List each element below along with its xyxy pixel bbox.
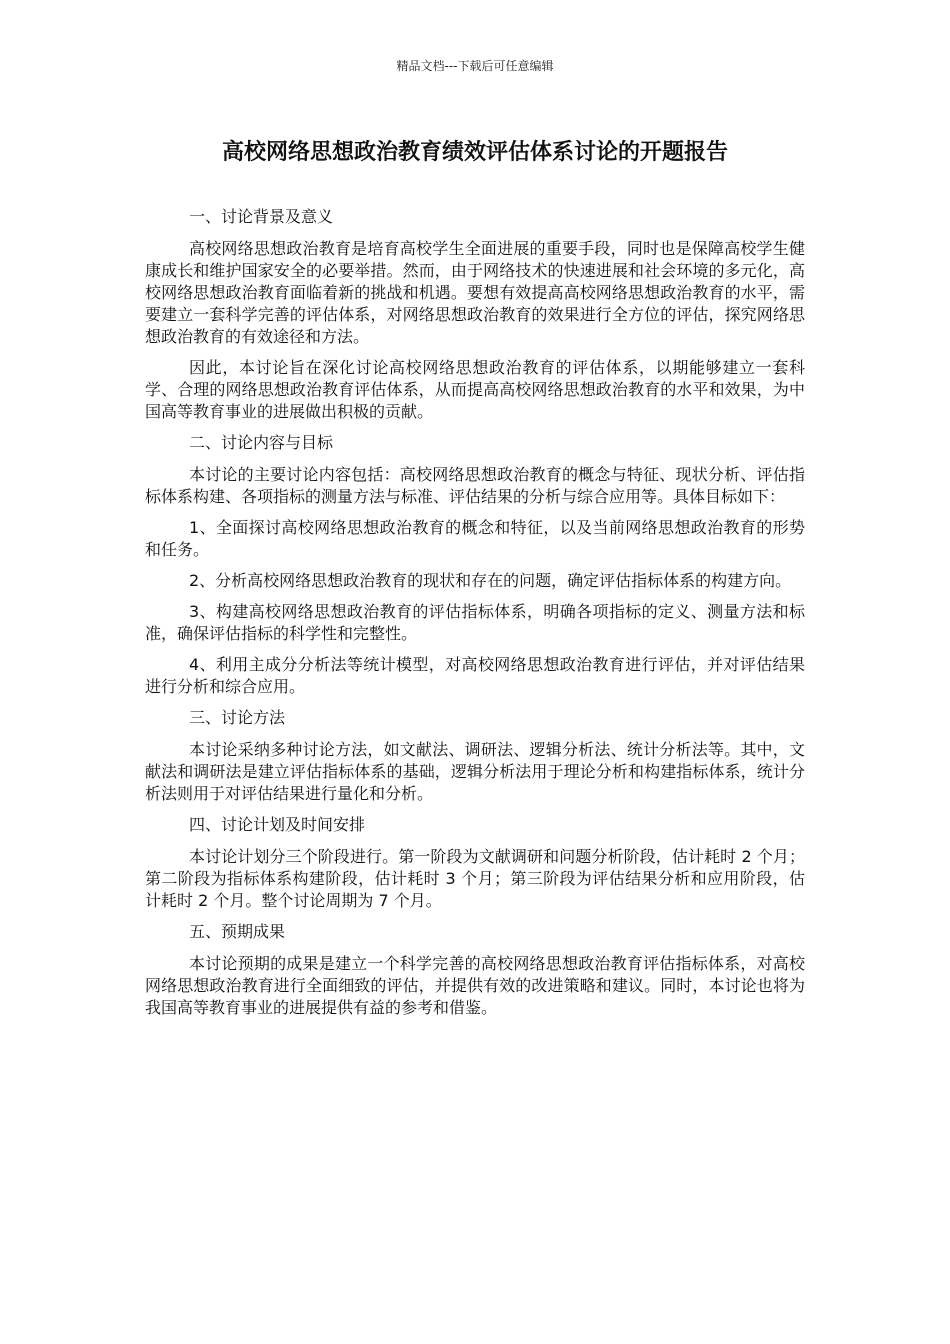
- section-heading-methods: 三、讨论方法: [189, 708, 286, 727]
- paragraph-schedule: 本讨论计划分三个阶段进行。第一阶段为文献调研和问题分析阶段，估计耗时 2 个月；第二阶段为指标体系构建阶段，估计耗时 3 个月；第三阶段为评估结果分析和应用阶段，估计耗时 2 个月。整个讨论周期为 7 个月。: [145, 847, 805, 910]
- paragraph-outcomes: 本讨论预期的成果是建立一个科学完善的高校网络思想政治教育评估指标体系，对高校网络思想政治教育进行全面细致的评估，并提供有效的改进策略和建议。同时，本讨论也将为我国高等教育事业的进展提供有益的参考和借鉴。: [145, 954, 805, 1017]
- section-heading-outcomes: 五、预期成果: [189, 922, 286, 941]
- paragraph-background-1: 高校网络思想政治教育是培育高校学生全面进展的重要手段，同时也是保障高校学生健康成长和维护国家安全的必要举措。然而，由于网络技术的快速进展和社会环境的多元化，高校网络思想政治教育面临着新的挑战和机遇。要想有效提高高校网络思想政治教育的水平，需要建立一套科学完善的评估体系，对网络思想政治教育的效果进行全方位的评估，探究网络思想政治教育的有效途径和方法。: [145, 239, 805, 346]
- goal-item-1: 1、全面探讨高校网络思想政治教育的概念和特征，以及当前网络思想政治教育的形势和任务。: [145, 518, 805, 559]
- document-body: [145, 206, 805, 1028]
- paragraph-background-2: 因此，本讨论旨在深化讨论高校网络思想政治教育的评估体系，以期能够建立一套科学、合理的网络思想政治教育评估体系，从而提高高校网络思想政治教育的水平和效果，为中国高等教育事业的进展做出积极的贡献。: [145, 358, 805, 421]
- goal-item-3: 3、构建高校网络思想政治教育的评估指标体系，明确各项指标的定义、测量方法和标准，确保评估指标的科学性和完整性。: [145, 602, 805, 643]
- document-title: 高校网络思想政治教育绩效评估体系讨论的开题报告: [221, 140, 728, 165]
- header-note: 精品文档---下载后可任意编辑: [396, 59, 554, 73]
- section-heading-schedule: 四、讨论计划及时间安排: [189, 815, 366, 834]
- section-heading-content: 二、讨论内容与目标: [189, 433, 334, 452]
- goal-item-2: 2、分析高校网络思想政治教育的现状和存在的问题，确定评估指标体系的构建方向。: [189, 571, 792, 590]
- paragraph-methods: 本讨论采纳多种讨论方法，如文献法、调研法、逻辑分析法、统计分析法等。其中，文献法和调研法是建立评估指标体系的基础，逻辑分析法用于理论分析和构建指标体系，统计分析法则用于对评估结果进行量化和分析。: [145, 740, 805, 803]
- section-heading-background: 一、讨论背景及意义: [189, 207, 334, 226]
- goal-item-4: 4、利用主成分分析法等统计模型，对高校网络思想政治教育进行评估，并对评估结果进行分析和综合应用。: [145, 655, 805, 696]
- paragraph-content-intro: 本讨论的主要讨论内容包括：高校网络思想政治教育的概念与特征、现状分析、评估指标体系构建、各项指标的测量方法与标准、评估结果的分析与综合应用等。具体目标如下：: [145, 465, 805, 506]
